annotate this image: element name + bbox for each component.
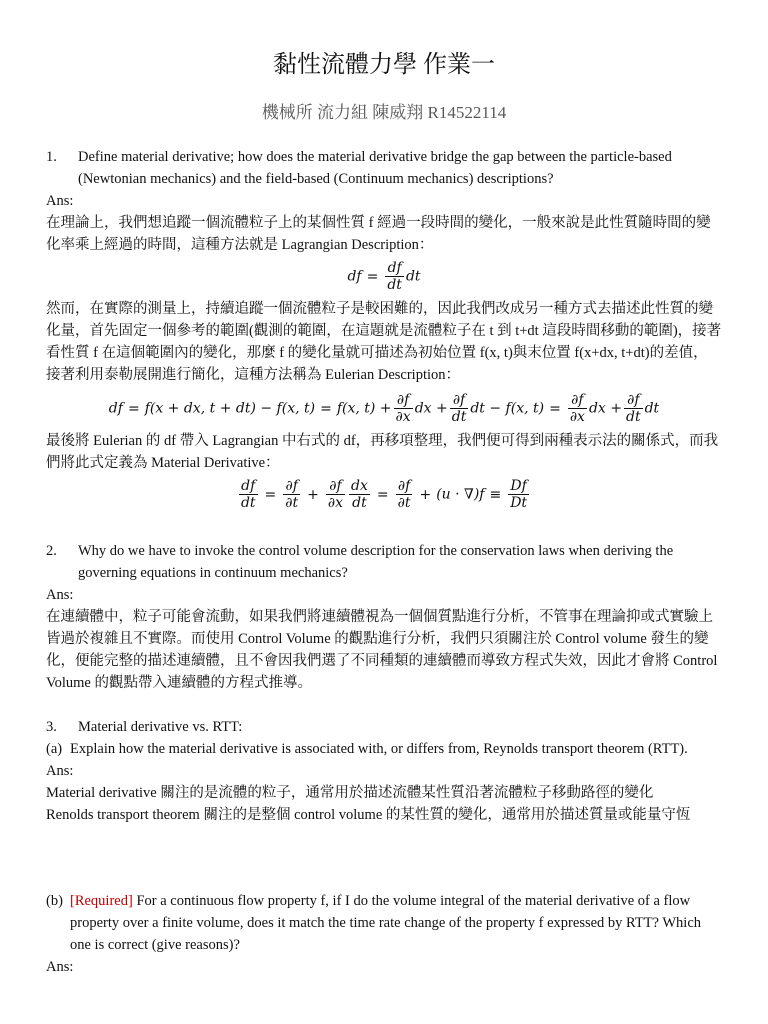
subquestion-text: Explain how the material derivative is associated with, or differs from, Reynolds transport theorem (RTT). <box>70 741 688 757</box>
answer-paragraph-eulerian <box>46 298 722 386</box>
subquestion-label: (a) <box>46 741 63 757</box>
question-number: 2. <box>46 543 57 559</box>
equation-lagrangian: df = $\frac{df}{dt}$ dt <box>347 260 421 293</box>
question-text: Material derivative vs. RTT: <box>78 719 243 735</box>
answer-label: Ans: <box>46 193 74 209</box>
answer-paragraph: 然而，在實際的測量上，持續追蹤一個流體粒子是較困難的，因此我們改成另一種方式去描述此性質的變化量，首先固定一個參考的範圍(觀測的範圍，在這題就是流體粒子在 t 到 t+dt 這段時間移動的範圍)，接著看性質 f 在這個範圍內的變化，那麼 f 的變化量就可描述為初始位置 f(x, t)與末位置 f(x+dx, t+dt)的差值，接著利用泰勒展開進行簡化，這種方法稱為 Eulerian Description： <box>46 301 722 383</box>
question-1 <box>46 146 722 256</box>
answer-paragraph: 在理論上，我們想追蹤一個流體粒子上的某個性質 f 經過一段時間的變化，一般來說是此性質隨時間的變化率乘上經過的時間，這種方法就是 Lagrangian Description： <box>46 215 711 253</box>
equation-material-derivative: $\frac{df}{dt}$ = $\frac{\partial f}{\partial t}$ + $\frac{\partial f}{\partial x}$ $\frac{dx}{dt}$ = $\frac{\partial f}{\partial t}$ + (u · ∇)f ≡ $\frac{Df}{Dt}$ <box>240 478 528 511</box>
document-title: 黏性流體力學 作業一 <box>273 52 495 78</box>
question-3 <box>46 716 722 826</box>
answer-paragraph-material <box>46 430 722 474</box>
question-3a <box>46 738 722 760</box>
subquestion-body: For a continuous flow property f, if I do the volume integral of the material derivative of a flow property over a finite volume, does it match the time rate change of the property f expressed by RTT? Which one is correct (give reasons)? <box>70 893 702 953</box>
answer-label: Ans: <box>46 763 74 779</box>
question-text: Why do we have to invoke the control volume description for the conservation laws when deriving the governing equations in continuum mechanics? <box>78 543 674 581</box>
subquestion-label: (b) <box>46 893 63 909</box>
answer-line: Renolds transport theorem 關注的是整個 control volume 的某性質的變化，通常用於描述質量或能量守恆 <box>46 807 691 823</box>
subquestion-text <box>70 890 722 956</box>
question-text: Define material derivative; how does the material derivative bridge the gap between the particle-based (Newtonian mechanics) and the field-based (Continuum mechanics) descriptions? <box>78 149 672 187</box>
question-number: 3. <box>46 719 57 735</box>
answer-label: Ans: <box>46 959 74 975</box>
answer-label: Ans: <box>46 587 74 603</box>
document-subtitle: 機械所 流力組 陳威翔 R14522114 <box>261 103 507 122</box>
equation-eulerian: df = f(x + dx, t + dt) − f(x, t) = f(x, t) + $\frac{\partial f}{\partial x}$ dx + $\frac{\partial f}{dt}$ dt − f(x, t) = $\frac{\partial f}{\partial x}$ dx + $\frac{\partial f}{dt}$ dt <box>108 392 660 425</box>
answer-paragraph: 在連續體中，粒子可能會流動，如果我們將連續體視為一個個質點進行分析，不管事在理論抑或式實驗上皆過於複雜且不實際。而使用 Control Volume 的觀點進行分析，我們只須關注於 Control volume 發生的變化，便能完整的描述連續體，且不會因我們選了不同種類的連續體而導致方程式失效，因此才會將 Control Volume 的觀點帶入連續體的方程式推導。 <box>46 609 718 691</box>
answer-line: Material derivative 關注的是流體的粒子，通常用於描述流體某性質沿著流體粒子移動路徑的變化 <box>46 785 654 801</box>
question-number: 1. <box>46 149 57 165</box>
answer-paragraph: 最後將 Eulerian 的 df 帶入 Lagrangian 中右式的 df，再移項整理，我們便可得到兩種表示法的關係式，而我們將此式定義為 Material Derivative： <box>46 433 719 471</box>
required-tag: [Required] <box>70 893 133 909</box>
question-3b <box>46 890 722 978</box>
question-2 <box>46 540 722 694</box>
